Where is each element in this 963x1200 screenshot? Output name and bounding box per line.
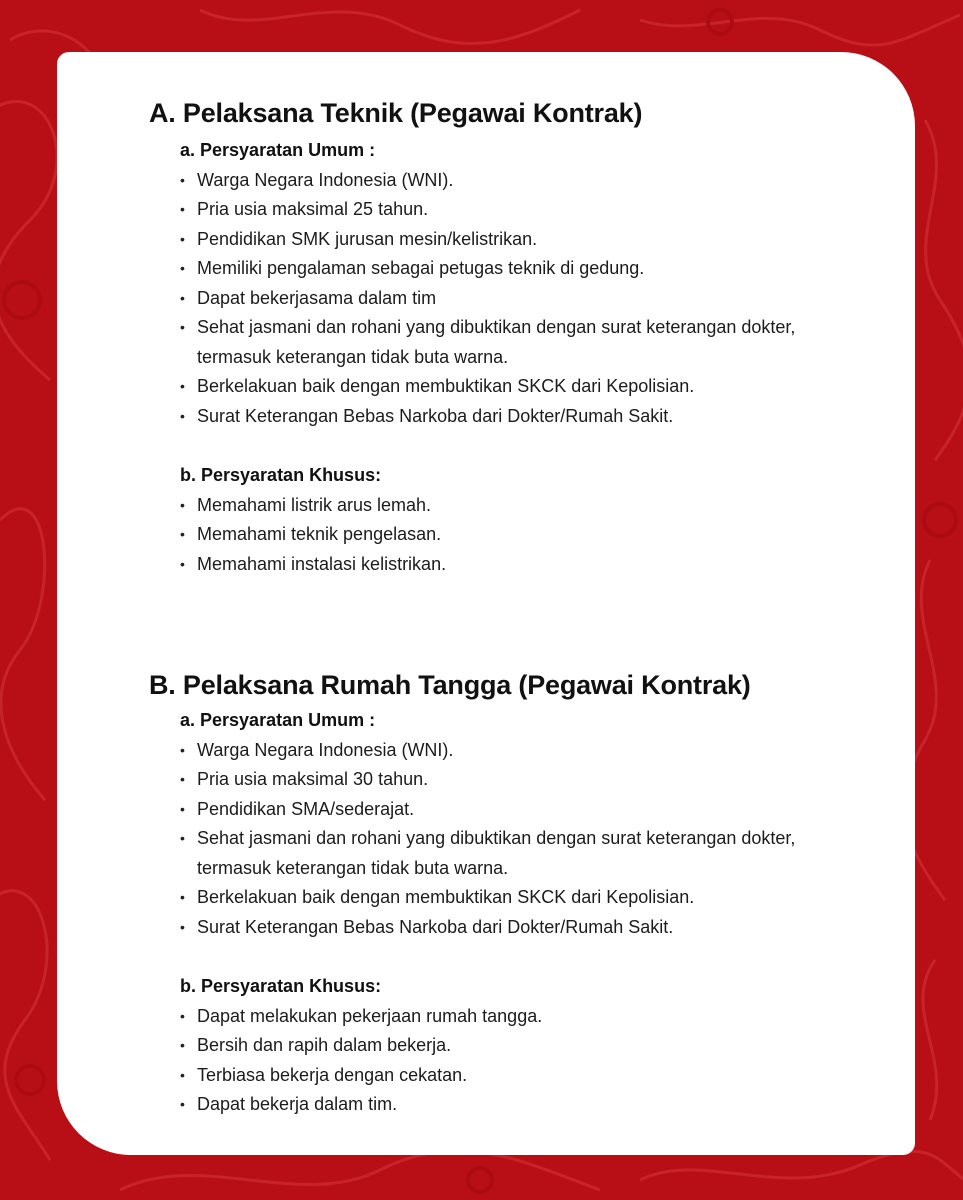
list-item-text: Dapat bekerjasama dalam tim (197, 287, 437, 308)
bullet-icon: • (180, 260, 185, 276)
bullet-icon: • (180, 319, 185, 335)
section-pelaksana-teknik (149, 96, 889, 579)
list-item-text: Memiliki pengalaman sebagai petugas teknik di gedung. (197, 258, 645, 278)
list-item-text: Memahami instalasi kelistrikan. (197, 553, 447, 574)
general-requirements-heading: a. Persyaratan Umum : (180, 710, 376, 730)
bullet-icon: • (180, 526, 185, 542)
bullet-icon: • (180, 555, 185, 572)
list-item (180, 883, 889, 913)
list-item-text: Berkelakuan baik dengan membuktikan SKCK dari Kepolisian. (197, 887, 695, 907)
bullet-icon: • (180, 889, 185, 905)
bullet-icon: • (180, 1037, 185, 1053)
list-item-text: Berkelakuan baik dengan membuktikan SKCK dari Kepolisian. (197, 376, 695, 396)
list-item (180, 736, 889, 766)
bullet-icon: • (180, 1096, 185, 1112)
list-item (180, 550, 889, 580)
list-item-text: Sehat jasmani dan rohani yang dibuktikan dengan surat keterangan dokter, (197, 828, 796, 848)
list-item-text: Pendidikan SMA/sederajat. (197, 798, 415, 819)
list-item-text: termasuk keterangan tidak buta warna. (197, 857, 509, 878)
list-item (180, 824, 889, 883)
list-item (180, 372, 889, 402)
general-requirements-list (149, 166, 889, 432)
bullet-icon: • (180, 741, 185, 758)
list-item (180, 1090, 889, 1120)
special-requirements-list (149, 1002, 889, 1120)
list-item-text: Pria usia maksimal 30 tahun. (197, 769, 429, 789)
list-item (180, 1061, 889, 1091)
bullet-icon: • (180, 171, 185, 188)
list-item (180, 195, 889, 225)
special-requirements-heading: b. Persyaratan Khusus: (180, 976, 382, 996)
special-requirements-list (149, 491, 889, 580)
bullet-icon: • (180, 407, 185, 424)
section-title: B. Pelaksana Rumah Tangga (Pegawai Kontrak) (149, 670, 751, 700)
bullet-icon: • (180, 289, 185, 306)
list-item (180, 795, 889, 825)
list-item (180, 1031, 889, 1061)
section-title: A. Pelaksana Teknik (Pegawai Kontrak) (149, 98, 643, 128)
requirements-card (57, 52, 915, 1155)
bullet-icon: • (180, 800, 185, 817)
list-item (180, 313, 889, 372)
bullet-icon: • (180, 230, 185, 247)
list-item-text: Memahami teknik pengelasan. (197, 524, 442, 544)
list-item (180, 520, 889, 550)
list-item (180, 491, 889, 521)
list-item-text: Pendidikan SMK jurusan mesin/kelistrikan. (197, 228, 538, 249)
list-item-text: Dapat bekerja dalam tim. (197, 1094, 398, 1114)
bullet-icon: • (180, 918, 185, 935)
list-item-text: Surat Keterangan Bebas Narkoba dari Dokter/Rumah Sakit. (197, 916, 674, 937)
list-item (180, 254, 889, 284)
list-item (180, 1002, 889, 1032)
bullet-icon: • (180, 830, 185, 846)
list-item-text: Surat Keterangan Bebas Narkoba dari Dokter/Rumah Sakit. (197, 405, 674, 426)
bullet-icon: • (180, 1007, 185, 1024)
general-requirements-heading: a. Persyaratan Umum : (180, 140, 376, 160)
list-item (180, 225, 889, 255)
list-item-text: Dapat melakukan pekerjaan rumah tangga. (197, 1005, 543, 1026)
bullet-icon: • (180, 771, 185, 787)
section-pelaksana-rumah-tangga (149, 668, 889, 1120)
list-item-text: Memahami listrik arus lemah. (197, 494, 432, 515)
list-item (180, 284, 889, 314)
list-item-text: termasuk keterangan tidak buta warna. (197, 346, 509, 367)
list-item-text: Warga Negara Indonesia (WNI). (197, 739, 454, 760)
bullet-icon: • (180, 201, 185, 217)
list-item-text: Pria usia maksimal 25 tahun. (197, 199, 429, 219)
special-requirements-heading: b. Persyaratan Khusus: (180, 465, 382, 485)
list-item (180, 913, 889, 943)
list-item-text: Warga Negara Indonesia (WNI). (197, 169, 454, 190)
general-requirements-list (149, 736, 889, 943)
bullet-icon: • (180, 378, 185, 394)
list-item (180, 166, 889, 196)
bullet-icon: • (180, 496, 185, 513)
bullet-icon: • (180, 1066, 185, 1083)
list-item-text: Terbiasa bekerja dengan cekatan. (197, 1064, 468, 1085)
list-item-text: Bersih dan rapih dalam bekerja. (197, 1035, 452, 1055)
list-item (180, 402, 889, 432)
list-item (180, 765, 889, 795)
list-item-text: Sehat jasmani dan rohani yang dibuktikan dengan surat keterangan dokter, (197, 317, 796, 337)
